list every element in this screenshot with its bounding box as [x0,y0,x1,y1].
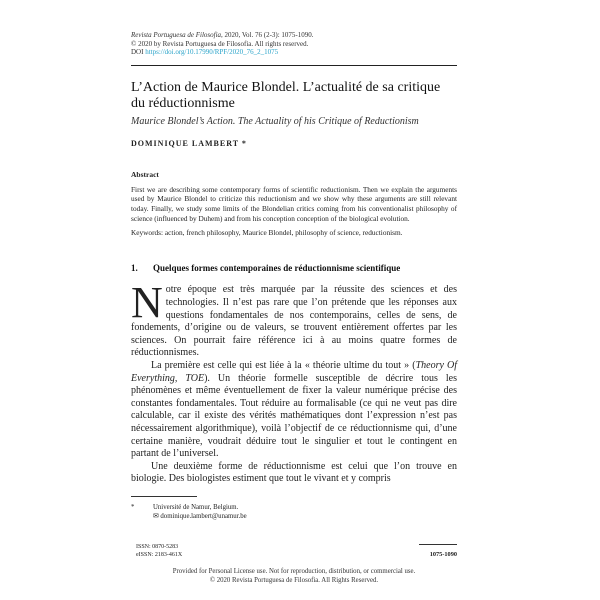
footnote [131,503,457,521]
issn: ISSN: 0870-5283 [136,543,179,550]
license-line-2: © 2020 Revista Portuguesa de Filosofia. All Rights Reserved. [209,576,379,584]
author: DOMINIQUE LAMBERT * [131,138,247,148]
abstract-text: First we are describing some contemporary forms of scientific reductionism. Then we explain the arguments used by Maurice Blondel to criticize this reductionism and we show why these arguments are still relevant today. Finally, we study some limits of the Blondelian critics coming from his conventionalist philosophy of science (influenced by Duhem) and from his conception conception of the biological evolution. [131,184,457,223]
doi-link[interactable]: https://doi.org/10.17990/RPF/2020_76_2_1075 [145,48,279,56]
body-text [131,278,457,486]
section-title: Quelques formes contemporaines de réductionnisme scientifique [153,263,401,274]
affiliation: Université de Namur, Belgium. [153,503,239,511]
issn-block [131,543,182,559]
section-heading [131,263,457,274]
abstract-heading: Abstract [131,169,159,179]
pages-rule [419,544,457,545]
email[interactable]: ✉ dominique.lambert@unamur.be [153,512,247,520]
paragraph-2-italic: Theory Of Everything, TOE [131,360,457,384]
paragraph-2 [131,360,457,461]
section-number: 1. [131,263,138,274]
journal-header [131,31,457,57]
footnote-rule [131,496,197,497]
page-column [131,0,457,589]
paragraph-3: Une deuxième forme de réductionnisme est celui que l’on trouve en biologie. Des biologistes estiment que tout le vivant et y compris [131,460,457,485]
page-range-block [419,544,457,559]
drop-cap: N [131,278,163,328]
citation: , 2020, Vol. 76 (2-3): 1075-1090. [221,31,314,39]
paragraph-2-end: ). Un théorie formelle susceptible de décrire tous les phénomènes et même éventuellement de fixer la valeur numérique précise des constantes fondamentales. Tout réduire au formalisable (ce qui ne veut pas dire calculable, car il existe des vérités mathématiques dont l’expression n’est pas nécessairement algorithmique), voilà l’objectif de ce réductionnisme qui, d’une certaine manière, voudrait déduire tout le singulier et tout le contingent en partant de l’universel. [131,372,457,460]
article-subtitle: Maurice Blondel’s Action. The Actuality of his Critique of Reductionism [131,115,419,127]
license-line-1: Provided for Personal License use. Not for reproduction, distribution, or commercial use. [172,567,416,575]
keywords: Keywords: action, french philosophy, Maurice Blondel, philosophy of science, reductionism. [131,227,403,237]
eissn: eISSN: 2183-461X [136,551,183,558]
license-notice [100,567,488,589]
paragraph-2-start: La première est celle qui est liée à la « théorie ultime du tout » ( [151,360,416,372]
footnote-marker: * [131,503,135,511]
article-title: L’Action de Maurice Blondel. L’actualité de sa critique du réductionnisme [131,79,441,111]
doi-label: DOI [131,48,144,56]
paragraph-1: otre époque est très marquée par la réussite des sciences et des technologies. Il n’est pas rare que l’on prétende que les réponses aux questions fondamentales de nos contemporains, celles de sens, de fondements, d’origine ou de valeurs, se trouvent entièrement offertes par les sciences. On pourrait faire référence ici à au moins quatre formes de réductionnismes. [131,284,457,359]
copyright: © 2020 by Revista Portuguesa de Filosofia. All rights reserved. [131,39,309,48]
journal-name: Revista Portuguesa de Filosofia [131,31,222,39]
page-footer [131,543,457,559]
header-rule [131,65,457,66]
page-range: 1075-1090 [429,550,457,558]
